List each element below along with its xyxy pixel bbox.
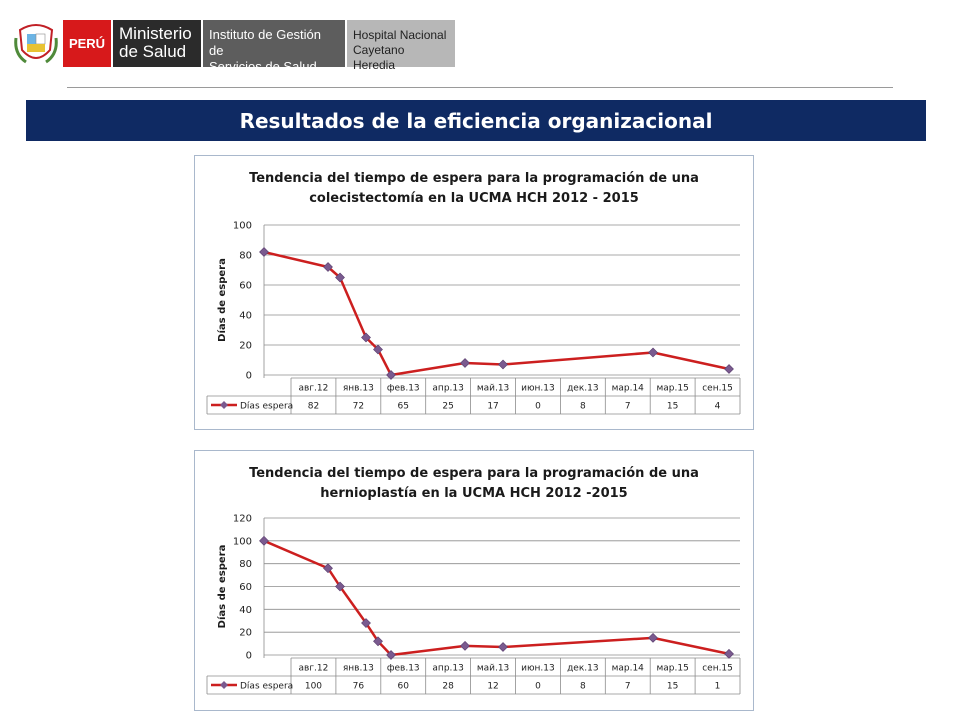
chart-title-line2: colecistectomía en la UCMA HCH 2012 - 2015 bbox=[309, 191, 639, 206]
chart-hernioplastia-svg bbox=[195, 451, 753, 710]
hospital-line1: Hospital Nacional bbox=[353, 28, 447, 42]
y-tick-label: 80 bbox=[239, 250, 252, 262]
hospital-line2: Cayetano Heredia bbox=[353, 43, 405, 72]
x-category-label: июн.13 bbox=[521, 663, 555, 674]
table-value: 82 bbox=[307, 401, 320, 412]
header-divider bbox=[67, 87, 893, 88]
instituto-line2: Servicios de Salud bbox=[209, 59, 317, 74]
data-point bbox=[461, 641, 470, 650]
table-value: 8 bbox=[579, 681, 586, 692]
legend-marker bbox=[220, 401, 228, 409]
x-category-label: мар.14 bbox=[611, 663, 644, 674]
instituto-logo bbox=[203, 20, 345, 74]
y-tick-label: 0 bbox=[245, 370, 252, 382]
legend-series-name: Días espera bbox=[240, 681, 294, 692]
coat-of-arms-icon bbox=[14, 20, 58, 68]
table-value: 72 bbox=[352, 401, 365, 412]
x-category-label: янв.13 bbox=[342, 663, 374, 674]
data-point bbox=[461, 359, 470, 368]
chart-title-line1: Tendencia del tiempo de espera para la programación de una bbox=[249, 171, 699, 186]
y-axis-label: Días de espera bbox=[217, 258, 228, 342]
series-line bbox=[264, 252, 729, 375]
x-category-label: июн.13 bbox=[521, 383, 555, 394]
x-category-label: фев.13 bbox=[386, 663, 420, 674]
y-tick-label: 100 bbox=[232, 220, 252, 232]
ministerio-line1: Ministerio bbox=[119, 24, 192, 43]
legend-marker bbox=[220, 681, 228, 689]
series-line bbox=[264, 541, 729, 655]
data-point bbox=[649, 348, 658, 357]
table-value: 1 bbox=[714, 681, 721, 692]
table-value: 76 bbox=[352, 681, 365, 692]
y-tick-label: 40 bbox=[239, 604, 252, 616]
x-category-label: янв.13 bbox=[342, 383, 374, 394]
table-value: 60 bbox=[397, 681, 409, 692]
chart-hernioplastia bbox=[194, 450, 754, 711]
x-category-label: мар.15 bbox=[656, 383, 689, 394]
y-tick-label: 120 bbox=[232, 513, 252, 525]
table-value: 28 bbox=[442, 681, 454, 692]
x-category-label: мар.15 bbox=[656, 663, 689, 674]
y-tick-label: 40 bbox=[239, 310, 252, 322]
table-value: 25 bbox=[442, 401, 454, 412]
data-point bbox=[725, 365, 734, 374]
y-tick-label: 60 bbox=[239, 582, 252, 593]
x-category-label: сен.15 bbox=[702, 663, 733, 674]
y-tick-label: 20 bbox=[239, 340, 252, 352]
x-category-label: май.13 bbox=[476, 383, 510, 394]
banner-title: Resultados de la eficiencia organizacional bbox=[239, 108, 713, 133]
table-value: 15 bbox=[666, 401, 679, 412]
chart-title-line1: Tendencia del tiempo de espera para la programación de una bbox=[249, 466, 699, 481]
x-category-label: дек.13 bbox=[567, 663, 599, 674]
y-tick-label: 60 bbox=[239, 280, 252, 292]
table-value: 7 bbox=[624, 681, 631, 692]
x-category-label: сен.15 bbox=[702, 383, 733, 394]
x-category-label: мар.14 bbox=[611, 383, 644, 394]
hospital-logo bbox=[347, 20, 455, 72]
table-value: 100 bbox=[304, 681, 323, 692]
data-point bbox=[260, 536, 269, 545]
data-point bbox=[499, 643, 508, 652]
table-value: 0 bbox=[535, 681, 541, 692]
instituto-line1: Instituto de Gestión de bbox=[209, 27, 322, 58]
data-point bbox=[725, 649, 734, 658]
table-value: 0 bbox=[535, 401, 541, 412]
x-category-label: авг.12 bbox=[298, 663, 329, 674]
x-category-label: май.13 bbox=[476, 663, 510, 674]
table-value: 12 bbox=[487, 681, 499, 692]
y-tick-label: 0 bbox=[245, 650, 252, 662]
x-category-label: фев.13 bbox=[386, 383, 420, 394]
section-banner bbox=[26, 100, 926, 141]
table-value: 8 bbox=[579, 401, 586, 412]
chart-colecistectomia bbox=[194, 155, 754, 430]
y-tick-label: 80 bbox=[239, 559, 252, 571]
peru-logo bbox=[63, 20, 111, 67]
table-value: 17 bbox=[487, 401, 499, 412]
x-category-label: апр.13 bbox=[432, 663, 464, 674]
y-tick-label: 20 bbox=[239, 627, 252, 639]
table-value: 15 bbox=[666, 681, 679, 692]
chart-colecistectomia-svg bbox=[195, 156, 753, 429]
x-category-label: авг.12 bbox=[298, 383, 329, 394]
data-point bbox=[649, 633, 658, 642]
x-category-label: апр.13 bbox=[432, 383, 464, 394]
data-point bbox=[499, 360, 508, 369]
legend-series-name: Días espera bbox=[240, 401, 294, 412]
table-value: 65 bbox=[397, 401, 409, 412]
peru-text: PERÚ bbox=[68, 36, 106, 51]
y-tick-label: 100 bbox=[232, 536, 252, 548]
chart-title-line2: hernioplastía en la UCMA HCH 2012 -2015 bbox=[320, 486, 628, 501]
ministerio-logo bbox=[113, 20, 201, 67]
table-value: 7 bbox=[624, 401, 631, 412]
header bbox=[0, 0, 960, 80]
table-value: 4 bbox=[714, 401, 721, 412]
x-category-label: дек.13 bbox=[567, 383, 599, 394]
ministerio-line2: de Salud bbox=[119, 42, 187, 61]
y-axis-label: Días de espera bbox=[217, 544, 228, 629]
